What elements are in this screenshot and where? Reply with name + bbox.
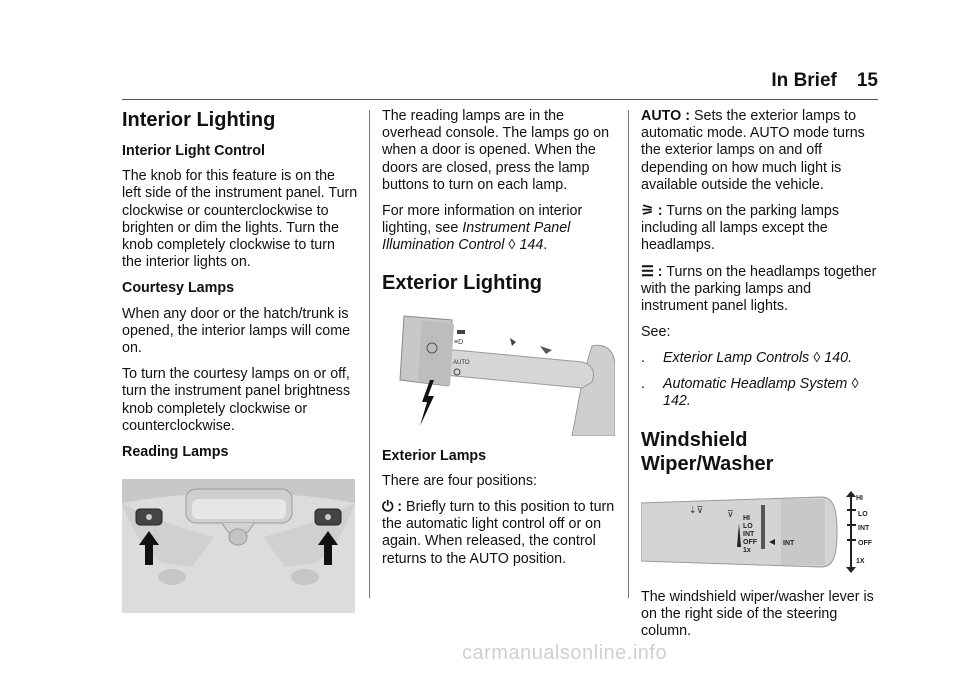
header-title: In Brief: [771, 70, 837, 91]
paragraph-power-position: [382, 499, 618, 568]
headlamp-text: Turns on the headlamps together with the parking lamps and instrument panel lights.: [641, 263, 877, 315]
paragraph-parking-lamps: [641, 203, 881, 255]
power-text: Briefly turn to this position to turn the automatic light control off or on again. When released, the control returns to the AUTO position.: [382, 499, 615, 567]
auto-label: AUTO :: [641, 108, 690, 124]
bullet-automatic-headlamp-system[interactable]: . Automatic Headlamp System ◊ 142.: [641, 375, 859, 409]
auto-label: AUTO: [453, 359, 470, 366]
lever-int-button: INT: [783, 540, 795, 548]
more-info-prefix: For more information on interior lighting, see: [382, 203, 583, 237]
svg-text:⇣⊽: ⇣⊽: [689, 506, 704, 517]
watermark-text: carmanualsonline.info: [462, 642, 668, 664]
header-rule: [122, 99, 878, 100]
bullet-1-text: Exterior Lamp Controls: [663, 350, 810, 367]
lever-label-off: OFF: [743, 539, 757, 547]
paragraph-wiper-lever: The windshield wiper/washer lever is on the right side of the steering column.: [641, 589, 874, 640]
lever-label-int: INT: [743, 531, 755, 539]
svg-text:≡D: ≡D: [454, 338, 464, 346]
label-int: INT: [858, 525, 870, 533]
column-2: [382, 108, 618, 577]
paragraph-positions: There are four positions:: [382, 472, 537, 489]
bullet-exterior-lamp-controls[interactable]: . Exterior Lamp Controls ◊ 140.: [641, 350, 853, 367]
label-hi: HI: [856, 495, 863, 503]
bullet-2-text: Automatic Headlamp System: [663, 375, 848, 392]
page-number: 15: [856, 70, 878, 91]
power-icon: ⏻ :: [382, 499, 403, 516]
paragraph-courtesy-lamps-1: When any door or the hatch/trunk is opened, the interior lamps will come on.: [122, 305, 351, 357]
column-divider-1: [369, 110, 370, 598]
label-lo: LO: [858, 511, 868, 519]
paragraph-headlamps: [641, 264, 881, 316]
section-title-exterior-lighting: Exterior Lighting: [382, 271, 542, 294]
paragraph-see: See:: [641, 324, 671, 341]
paragraph-interior-light-control: The knob for this feature is on the left side of the instrument panel. Turn clockwise or counterclockwise to brighten or dim the lights. Turn the knob completely clockwise to turn the interior lights on.: [122, 168, 358, 271]
paragraph-courtesy-lamps-2: To turn the courtesy lamps on or off, turn the instrument panel brightness knob completely clockwise or counterclockwise.: [122, 366, 351, 434]
svg-text:⊽: ⊽: [727, 510, 734, 521]
reading-lamps-figure: [122, 479, 355, 613]
parking-text: Turns on the parking lamps including all lamps except the headlamps.: [641, 203, 839, 254]
paragraph-reading-lamps: The reading lamps are in the overhead console. The lamps go on when a door is opened. When the doors are closed, press the lamp buttons to turn on each lamp.: [382, 108, 610, 193]
headlamp-icon: ☰ :: [641, 263, 663, 280]
label-off: OFF: [858, 540, 872, 548]
heading-interior-light-control: Interior Light Control: [122, 143, 265, 159]
page-header: [771, 70, 878, 92]
heading-reading-lamps: Reading Lamps: [122, 444, 229, 461]
page-arrow-icon: ◊: [508, 237, 516, 254]
label-1x: 1X: [856, 558, 865, 566]
instrument-panel-illumination-link[interactable]: Instrument Panel Illumination Control: [382, 220, 571, 254]
column-1: [122, 108, 358, 625]
lever-label-hi: HI: [743, 515, 750, 523]
parking-lamps-icon: ⚞ :: [641, 203, 663, 220]
paragraph-auto: [641, 108, 881, 194]
heading-exterior-lamps: Exterior Lamps: [382, 447, 487, 464]
exterior-lamps-figure: [382, 306, 615, 436]
section-title-windshield-wiper: Windshield Wiper/Washer: [641, 429, 774, 476]
lever-label-1x: 1x: [743, 547, 751, 555]
heading-courtesy-lamps: Courtesy Lamps: [122, 280, 235, 297]
auto-text: Sets the exterior lamps to automatic mode. AUTO mode turns the exterior lamps on and off depending on how much light is available outside the vehicle.: [641, 108, 865, 193]
paragraph-more-info: For more information on interior lighting, see Instrument Panel Illumination Control ◊ 144.: [382, 203, 583, 254]
column-3: [641, 108, 881, 650]
more-info-page[interactable]: 144: [519, 237, 544, 254]
column-divider-2: [628, 110, 629, 598]
bullet-1-page: 140.: [824, 350, 853, 367]
wiper-lever-figure: [641, 487, 877, 577]
lever-label-lo: LO: [743, 523, 753, 531]
section-title-interior-lighting: Interior Lighting: [122, 109, 276, 131]
bullet-2-page: 142.: [663, 392, 691, 409]
